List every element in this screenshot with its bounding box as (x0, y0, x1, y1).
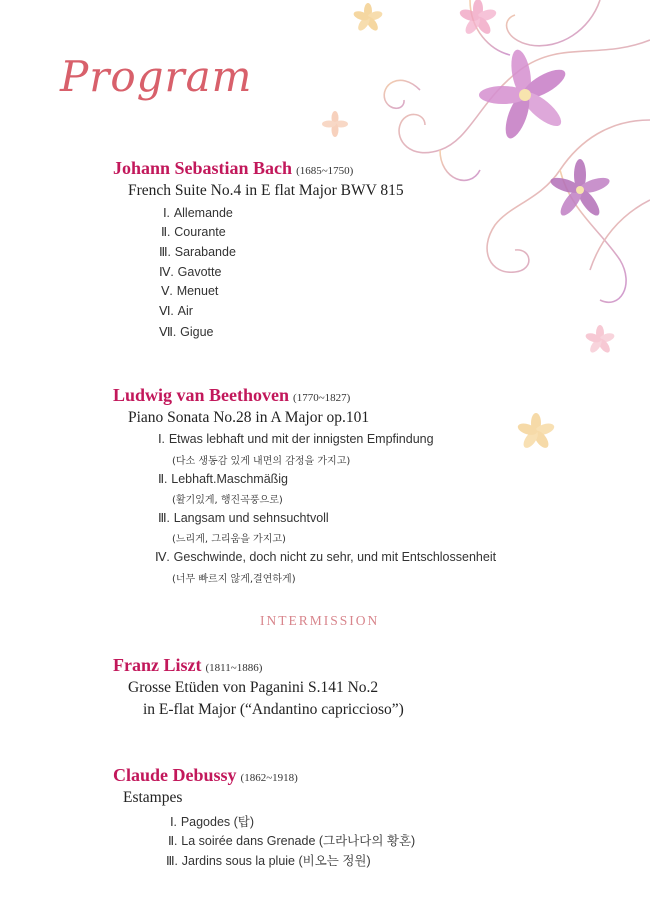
movement-translation: (활기있게, 행진곡풍으로) (172, 495, 283, 506)
work-title: Grosse Etüden von Paganini S.141 No.2 (128, 679, 379, 696)
movement-item: Ⅲ. Jardins sous la pluie (비오는 정원) (166, 854, 371, 868)
movement-item: Ⅱ. Lebhaft.Maschmäßig (158, 472, 289, 486)
movement-item: Ⅰ. Pagodes (탑) (170, 815, 255, 829)
intermission-label: INTERMISSION (260, 613, 380, 628)
movement-item: Ⅰ. Allemande (163, 206, 233, 220)
composer-liszt (113, 655, 262, 676)
movement-item: Ⅳ. Geschwinde, doch nicht zu sehr, und mit Entschlossenheit (155, 550, 497, 564)
movement-item: Ⅲ. Sarabande (159, 245, 236, 259)
movement-item: Ⅶ. Gigue (159, 325, 214, 339)
movement-item: Ⅰ. Etwas lebhaft und mit der innigsten Empfindung (158, 432, 434, 446)
movement-item: Ⅴ. Menuet (161, 284, 219, 298)
composer-name: Johann Sebastian Bach (113, 158, 293, 178)
composer-name: Claude Debussy (113, 765, 237, 785)
work-title: Piano Sonata No.28 in A Major op.101 (128, 409, 370, 426)
work-title-continued: in E-flat Major (“Andantino capriccioso”) (143, 701, 404, 718)
flower-small-peach (322, 111, 348, 137)
composer-beethoven (113, 385, 350, 406)
composer-bach (113, 158, 353, 179)
lily-flower-medium (549, 159, 612, 219)
movement-translation: (너무 빠르지 않게,결연하게) (172, 574, 296, 585)
work-title: Estampes (123, 789, 183, 806)
movement-item: Ⅲ. Langsam und sehnsuchtvoll (158, 511, 329, 525)
page-title: Program (60, 52, 253, 101)
flower-small-pink (458, 0, 497, 36)
lily-flower-large (479, 48, 569, 141)
flower-small-yellow (352, 3, 383, 32)
movement-item: Ⅳ. Gavotte (159, 265, 222, 279)
movement-item: Ⅵ. Air (159, 304, 193, 318)
composer-debussy (113, 765, 298, 786)
composer-years: (1862~1918) (240, 772, 298, 784)
composer-years: (1770~1827) (293, 392, 351, 404)
movement-translation: (다소 생동감 있게 내면의 감정을 가지고) (172, 456, 351, 467)
composer-years: (1685~1750) (296, 165, 354, 177)
composer-years: (1811~1886) (205, 662, 263, 674)
movement-item: Ⅱ. Courante (161, 225, 226, 239)
composer-name: Franz Liszt (113, 655, 202, 675)
movement-item: Ⅱ. La soirée dans Grenade (그라나다의 황혼) (168, 834, 416, 848)
flower-small-yellow-2 (516, 413, 555, 450)
composer-name: Ludwig van Beethoven (113, 385, 290, 405)
movement-translation: (느리게, 그리움을 가지고) (172, 534, 286, 545)
work-title: French Suite No.4 in E flat Major BWV 815 (128, 182, 404, 199)
flower-small-pink-2 (584, 325, 615, 354)
